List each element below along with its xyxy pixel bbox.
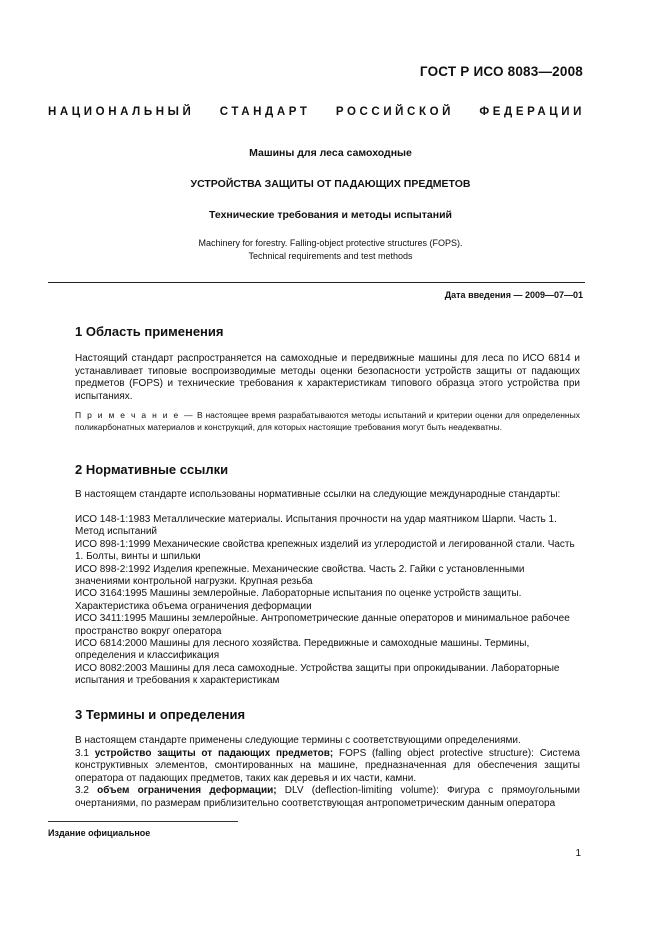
page-number: 1 <box>575 848 581 859</box>
normative-references <box>75 514 580 688</box>
banner-word: ФЕДЕРАЦИИ <box>479 106 585 118</box>
reference-item: ИСО 3164:1995 Машины землеройные. Лабораторные испытания по оценке устройств защиты. Характеристика объема ограничения деформации <box>75 588 522 612</box>
banner-word: НАЦИОНАЛЬНЫЙ <box>48 106 195 118</box>
reference-item: ИСО 3411:1995 Машины землеройные. Антропометрические данные операторов и минимальное рабочее пространство вокруг оператора <box>75 613 570 637</box>
note-text: В настоящее время разрабатываются методы испытаний и критерии оценки для определенных поликарбонатных материалов и конструкций, для которых настоящие требования могут быть неадекватны. <box>75 410 580 433</box>
title-line-1: Машины для леса самоходные <box>249 147 412 159</box>
reference-item: ИСО 898-2:1992 Изделия крепежные. Механические свойства. Часть 2. Гайки с установленными значениями контрольной нагрузки. Крупная резьба <box>75 563 525 588</box>
term-definition: DLV (deflection-limiting volume): Фигура с прямоугольными очертаниями, по размерам приблизительно соответствующая антропометрическим данным оператора <box>75 785 580 809</box>
term-number: 3.1 <box>75 747 95 759</box>
reference-item: ИСО 6814:2000 Машины для лесного хозяйства. Передвижные и самоходные машины. Термины, определения и классификация <box>75 638 530 662</box>
section-3-heading: 3 Термины и определения <box>75 707 246 722</box>
standard-code: ГОСТ Р ИСО 8083—2008 <box>419 64 583 79</box>
introduction-date: Дата введения — 2009—07—01 <box>444 290 583 300</box>
official-edition-label: Издание официальное <box>48 828 151 838</box>
term-definition: FOPS (falling object protective structure): Система конструктивных элементов, смонтированных на машине, предназначенная для обеспечения защиты оператора от падающих предметов, таких как деревья и их части, камни. <box>75 747 580 784</box>
english-title-line-2: Technical requirements and test methods <box>248 251 413 261</box>
term-name: устройство защиты от падающих предметов; <box>94 747 334 759</box>
banner-word: РОССИЙСКОЙ <box>335 106 454 118</box>
term-3-1 <box>75 748 580 786</box>
footer-rule <box>48 821 238 822</box>
national-standard-banner <box>48 106 585 118</box>
header-rule <box>48 282 585 283</box>
section-1-text: Настоящий стандарт распространяется на самоходные и передвижные машины для леса по ИСО 6814 и устанавливает типовые воспроизводимые методы оценки безопасности устройств защиты от падающих предметов (FOPS) и технические требования к характеристикам типового образца этого устройства при испытаниях. <box>75 353 580 402</box>
term-3-2 <box>75 785 580 810</box>
section-3-body <box>75 735 580 810</box>
title-line-2: УСТРОЙСТВА ЗАЩИТЫ ОТ ПАДАЮЩИХ ПРЕДМЕТОВ <box>190 178 471 190</box>
title-line-3: Технические требования и методы испытаний <box>209 209 452 221</box>
section-1-heading: 1 Область применения <box>75 324 224 339</box>
section-1-note <box>75 409 580 434</box>
banner-word: СТАНДАРТ <box>219 106 311 118</box>
term-number: 3.2 <box>75 785 98 796</box>
section-2-heading: 2 Нормативные ссылки <box>75 462 229 477</box>
section-3-intro: В настоящем стандарте применены следующие термины с соответствующими определениями. <box>75 735 521 746</box>
reference-item: ИСО 8082:2003 Машины для леса самоходные. Устройства защиты при опрокидывании. Лабораторные испытания и требования к характеристикам <box>75 662 560 687</box>
note-label: П р и м е ч а н и е — <box>75 410 195 420</box>
term-name: объем ограничения деформации; <box>97 785 277 796</box>
reference-item: ИСО 898-1:1999 Механические свойства крепежных изделий из углеродистой и легированной стали. Часть 1. Болты, винты и шпильки <box>75 538 575 563</box>
english-title <box>0 237 661 263</box>
reference-item: ИСО 148-1:1983 Металлические материалы. Испытания прочности на удар маятником Шарпи. Часть 1. Метод испытаний <box>75 514 557 538</box>
section-2-intro: В настоящем стандарте использованы нормативные ссылки на следующие международные стандарты: <box>75 489 561 500</box>
section-1-paragraph <box>75 353 580 403</box>
english-title-line-1: Machinery for forestry. Falling-object protective structures (FOPS). <box>198 238 463 248</box>
